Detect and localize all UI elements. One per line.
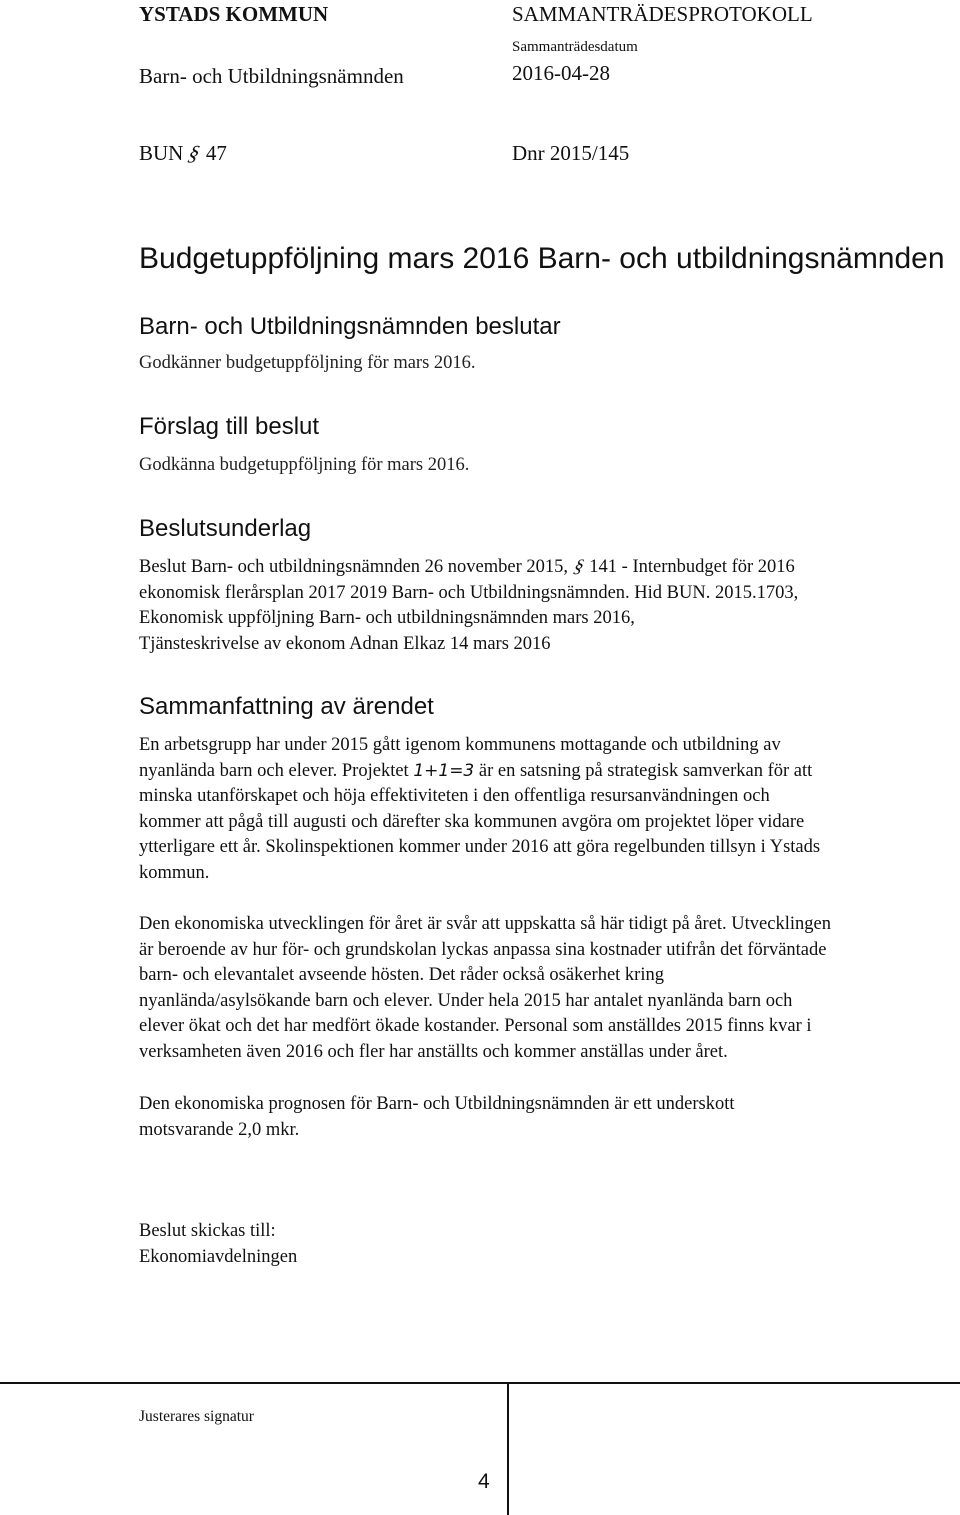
- paragraph-reference: [139, 141, 227, 166]
- summary-line: nyanlända/asylsökande barn och elever. Under hela 2015 har antalet nyanlända barn och: [139, 990, 793, 1011]
- basis-line-3: Ekonomisk uppföljning Barn- och utbildningsnämnden mars 2016,: [139, 608, 635, 628]
- send-to-recipient: Ekonomiavdelningen: [139, 1246, 298, 1267]
- document-type: SAMMANTRÄDESPROTOKOLL: [512, 2, 813, 26]
- send-to-block: [139, 1219, 960, 1270]
- paragraph-prefix: BUN: [139, 141, 184, 165]
- decision-text: Godkänner budgetuppföljning för mars 2016.: [139, 353, 476, 373]
- summary-heading: Sammanfattning av ärendet: [139, 693, 434, 720]
- paragraph-number: 47: [205, 141, 227, 165]
- meeting-date-label: Sammanträdesdatum: [512, 39, 638, 55]
- project-name: 1+1=3: [413, 760, 475, 781]
- committee-name: Barn- och Utbildningsnämnden: [139, 64, 404, 88]
- basis-line-1-text: Beslut Barn- och utbildningsnämnden 26 november 2015,: [139, 557, 569, 577]
- paragraph-symbol: §: [184, 141, 205, 165]
- basis-line-1-rest: 141 - Internbudget för 2016: [589, 557, 795, 577]
- basis-heading: Beslutsunderlag: [139, 515, 312, 542]
- footer-divider: [0, 1382, 960, 1384]
- summary-line: [139, 759, 960, 785]
- summary-text: nyanlända barn och elever. Projektet: [139, 760, 414, 781]
- summary-line: motsvarande 2,0 mkr.: [139, 1119, 300, 1140]
- summary-line: Den ekonomiska prognosen för Barn- och Utbildningsnämnden är ett underskott: [139, 1094, 735, 1114]
- summary-line: verksamheten även 2016 och fler har anställts och kommer anställas under året.: [139, 1041, 728, 1062]
- summary-line: ytterligare ett år. Skolinspektionen kommer under 2016 att göra regelbunden tillsyn i Ystads: [139, 837, 821, 857]
- summary-line: kommun.: [139, 862, 210, 883]
- send-to-label: Beslut skickas till:: [139, 1221, 276, 1241]
- basis-list: [139, 555, 960, 657]
- decision-heading: Barn- och Utbildningsnämnden beslutar: [139, 313, 561, 340]
- proposal-heading: Förslag till beslut: [139, 413, 320, 440]
- basis-line-2: ekonomisk flerårsplan 2017 2019 Barn- och Utbildningsnämnden. Hid BUN. 2015.1703,: [139, 582, 799, 603]
- summary-line: barn- och elevantalet avseende hösten. Det råder också osäkerhet kring: [139, 965, 664, 985]
- basis-paragraph-symbol: §: [570, 557, 588, 577]
- org-name: YSTADS KOMMUN: [139, 2, 329, 26]
- proposal-text: Godkänna budgetuppföljning för mars 2016.: [139, 455, 470, 475]
- basis-line-1: [139, 555, 960, 581]
- signature-label: Justerares signatur: [139, 1408, 254, 1425]
- footer-vertical-divider: [507, 1382, 509, 1515]
- page-title: Budgetuppföljning mars 2016 Barn- och utbildningsnämnden: [139, 242, 945, 275]
- meeting-date: 2016-04-28: [512, 61, 610, 85]
- summary-text: är en satsning på strategisk samverkan för att: [474, 760, 813, 781]
- summary-paragraph-2: [139, 912, 960, 1065]
- summary-line: är beroende av hur för- och grundskolan lyckas anpassa sina kostnader utifrån det förväntade: [139, 939, 827, 960]
- summary-line: kommer att pågå till augusti och därefter ska kommunen avgöra om projektet löper vidare: [139, 811, 805, 832]
- summary-paragraph-1: [139, 733, 960, 886]
- summary-line: Den ekonomiska utvecklingen för året är svår att uppskatta så här tidigt på året. Utvecklingen: [139, 914, 831, 934]
- page-number: 4: [478, 1470, 490, 1493]
- dnr-number: Dnr 2015/145: [512, 141, 630, 165]
- basis-line-4: Tjänsteskrivelse av ekonom Adnan Elkaz 14 mars 2016: [139, 633, 551, 654]
- summary-paragraph-3: [139, 1092, 960, 1143]
- summary-line: minska utanförskapet och höja effektiviteten i den offentliga resursanvändningen och: [139, 786, 770, 806]
- summary-line: elever ökat och det har medfört ökade kostander. Personal som anställdes 2015 finns kvar i: [139, 1016, 812, 1036]
- summary-line: En arbetsgrupp har under 2015 gått igenom kommunens mottagande och utbildning av: [139, 735, 781, 755]
